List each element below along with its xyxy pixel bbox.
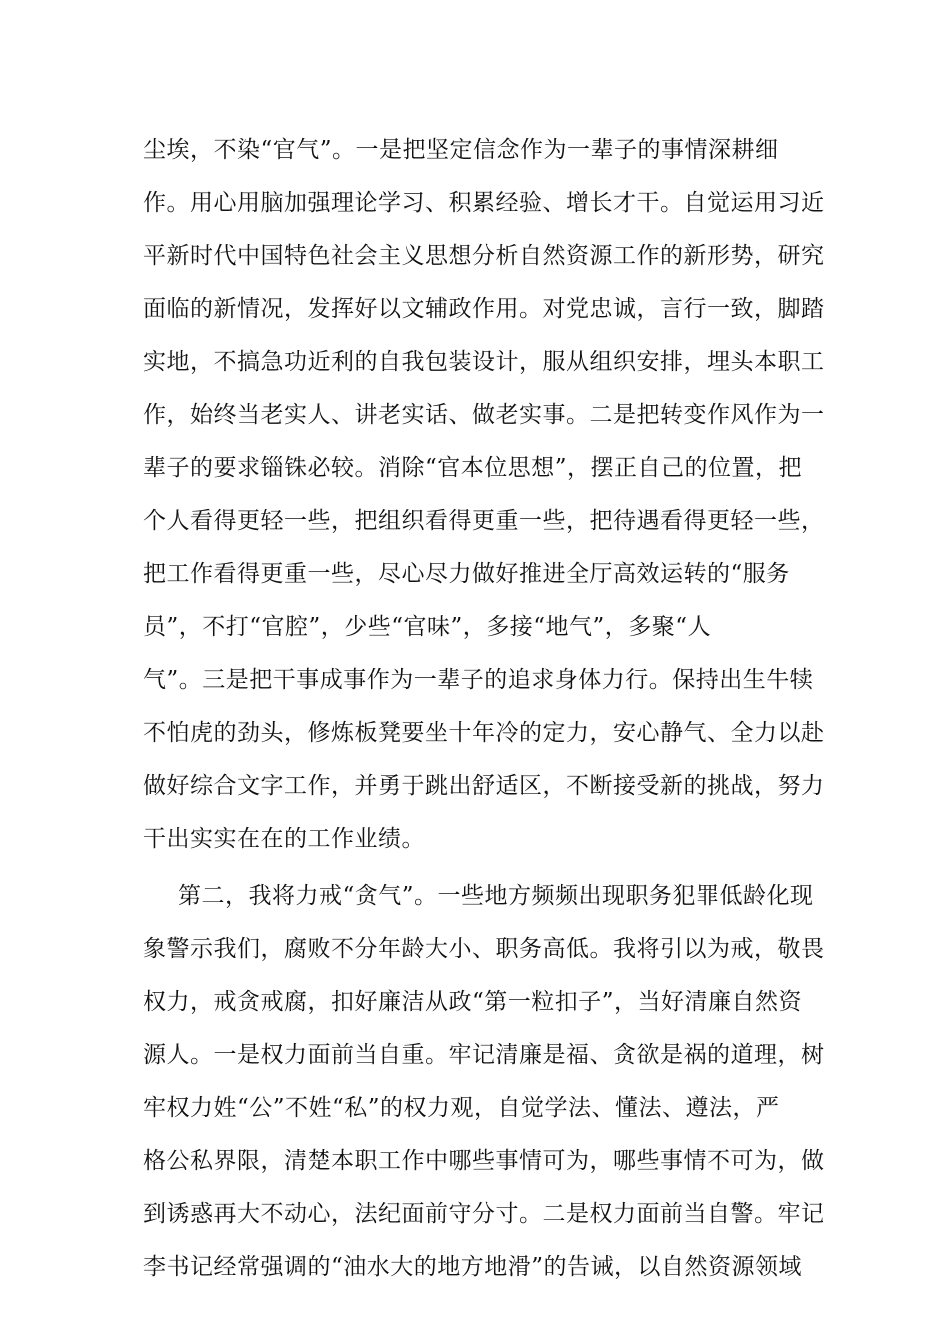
paragraph-1-line: 不怕虎的劲头，修炼板凳要坐十年冷的定力，安心静气、全力以赴 [143,720,825,746]
paragraph-1 [143,124,825,866]
paragraph-2-line: 格公私界限，清楚本职工作中哪些事情可为，哪些事情不可为，做 [143,1148,825,1174]
paragraph-2-line: 源人。一是权力面前当自重。牢记清廉是福、贪欲是祸的道理，树 [143,1042,825,1068]
paragraph-1-line: 气”。三是把干事成事作为一辈子的追求身体力行。保持出生牛犊 [143,667,814,693]
paragraph-1-line: 员”，不打“官腔”，少些“官味”，多接“地气”，多聚“人 [143,614,712,640]
paragraph-2-line: 权力，戒贪戒腐，扣好廉洁从政“第一粒扣子”，当好清廉自然资 [143,989,803,1015]
paragraph-1-line: 尘埃，不染“官气”。一是把坚定信念作为一辈子的事情深耕细 [143,137,779,163]
paragraph-1-line: 做好综合文字工作，并勇于跳出舒适区，不断接受新的挑战，努力 [143,773,825,799]
paragraph-2 [143,870,825,1294]
paragraph-1-line: 作，始终当老实人、讲老实话、做老实事。二是把转变作风作为一 [143,402,825,428]
paragraph-1-line: 辈子的要求锱铢必较。消除“官本位思想”，摆正自己的位置，把 [143,455,803,481]
paragraph-1-line: 干出实实在在的工作业绩。 [143,826,425,852]
paragraph-2-line: 第二，我将力戒“贪气”。一些地方频频出现职务犯罪低龄化现 [178,883,814,909]
paragraph-1-line: 实地，不搞急功近利的自我包装设计，服从组织安排，埋头本职工 [143,349,825,375]
paragraph-2-line: 牢权力姓“公”不姓“私”的权力观，自觉学法、懂法、遵法，严 [143,1095,780,1121]
paragraph-1-line: 面临的新情况，发挥好以文辅政作用。对党忠诚，言行一致，脚踏 [143,296,825,322]
paragraph-1-line: 平新时代中国特色社会主义思想分析自然资源工作的新形势，研究 [143,243,825,269]
paragraph-1-line: 把工作看得更重一些，尽心尽力做好推进全厅高效运转的“服务 [143,561,790,587]
document-body [143,124,825,1294]
paragraph-1-line: 作。用心用脑加强理论学习、积累经验、增长才干。自觉运用习近 [143,190,825,216]
paragraph-2-line: 象警示我们，腐败不分年龄大小、职务高低。我将引以为戒，敬畏 [143,936,825,962]
paragraph-2-line: 李书记经常强调的“油水大的地方地滑”的告诫，以自然资源领域 [143,1254,803,1280]
paragraph-2-line: 到诱惑再大不动心，法纪面前守分寸。二是权力面前当自警。牢记 [143,1201,825,1227]
paragraph-1-line: 个人看得更轻一些，把组织看得更重一些，把待遇看得更轻一些， [143,508,825,534]
